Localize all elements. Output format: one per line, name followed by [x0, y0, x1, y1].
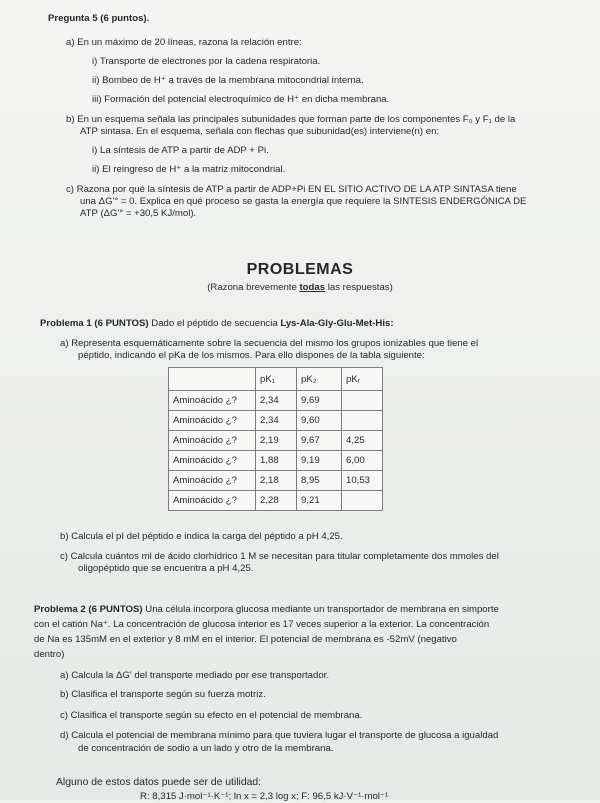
table-cell: 6,00: [342, 451, 383, 471]
problema1-c-line2: oligopéptido que se encuentra a pH 4,25.: [78, 563, 254, 574]
pregunta5-b-line2: ATP sintasa. En el esquema, señala con flechas que subunidad(es) interviene(n) en:: [80, 126, 440, 137]
problemas-subtitle: [0, 282, 600, 293]
table-cell: 9,60: [297, 411, 342, 431]
problema2-d-line1: d) Calcula el potencial de membrana mínimo para que tuviera lugar el transporte de glucosa a igualdad: [60, 730, 499, 741]
pk-table-header: pK₁: [256, 368, 297, 391]
table-cell: 2,28: [256, 491, 297, 511]
table-cell: Aminoácido ¿?: [169, 431, 256, 451]
table-cell: 10,53: [342, 471, 383, 491]
pregunta5-title: Pregunta 5 (6 puntos).: [48, 13, 150, 24]
problema2-title: Problema 2 (6 PUNTOS): [34, 604, 143, 615]
problema2-header: [34, 604, 499, 616]
table-cell: 9,69: [297, 391, 342, 411]
table-cell: 9,21: [297, 491, 342, 511]
table-row: [169, 451, 383, 471]
problemas-subtitle-pre: (Razona brevemente: [207, 282, 300, 293]
pregunta5-b-item-2: ii) El reingreso de H⁺ a la matriz mitocondrial.: [92, 164, 286, 175]
problema2-line1: Una célula incorpora glucosa mediante un transportador de membrana en simporte: [142, 604, 499, 615]
problema2-d-line2: de concentración de sodio a un lado y otro de la membrana.: [78, 743, 334, 754]
table-cell: [342, 391, 383, 411]
table-cell: Aminoácido ¿?: [169, 411, 256, 431]
pk-table-header: [169, 368, 256, 391]
table-row: [169, 391, 383, 411]
table-cell: 2,18: [256, 471, 297, 491]
table-cell: Aminoácido ¿?: [169, 491, 256, 511]
table-cell: 1,88: [256, 451, 297, 471]
table-cell: 4,25: [342, 431, 383, 451]
pregunta5-c-line2: una ΔG'° = 0. Explica en qué proceso se gasta la energía que requiere la SINTESIS ENDERGÓNICA DE: [80, 196, 527, 207]
problemas-subtitle-emph: todas: [299, 282, 326, 293]
problema1-a-line1: a) Representa esquemáticamente sobre la secuencia del mismo los grupos ionizables que tiene el: [60, 338, 479, 349]
table-cell: [342, 411, 383, 431]
problema2-line3: de Na es 135mM en el exterior y 8 mM en el interior. El potencial de membrana es -52mV (negativo: [34, 634, 457, 645]
pregunta5-a-intro: a) En un máximo de 20 líneas, razona la relación entre:: [66, 37, 302, 48]
problemas-title: PROBLEMAS: [246, 261, 354, 278]
problema1-a-line2: péptido, indicando el pKa de los mismos. Para ello dispones de la tabla siguiente:: [78, 350, 425, 361]
table-row: [169, 411, 383, 431]
table-cell: Aminoácido ¿?: [169, 471, 256, 491]
pk-table-header: pKᵣ: [342, 368, 383, 391]
problema1-text: Dado el péptido de secuencia: [148, 318, 281, 329]
table-cell: 2,34: [256, 411, 297, 431]
table-cell: 2,19: [256, 431, 297, 451]
table-cell: 2,34: [256, 391, 297, 411]
pregunta5-b-line1: b) En un esquema señala las principales subunidades que forman parte de los componentes F₀ y F₁ de la: [66, 114, 516, 125]
problema2-b: b) Clasifica el transporte según su fuerza motriz.: [60, 689, 266, 700]
table-cell: 8,95: [297, 471, 342, 491]
pk-table-header: pK₂: [297, 368, 342, 391]
problema2-datos: Alguno de estos datos puede ser de utilidad:: [56, 777, 262, 788]
table-row: [169, 471, 383, 491]
pregunta5-a-item-3: iii) Formación del potencial electroquímico de H⁺ en dicha membrana.: [92, 94, 390, 105]
problema1-sequence: Lys-Ala-Gly-Glu-Met-His:: [280, 318, 394, 329]
problema2-line4: dentro): [34, 649, 65, 660]
problema2-c: c) Clasifica el transporte según su efecto en el potencial de membrana.: [60, 710, 363, 721]
problema1-header: [40, 318, 394, 330]
table-row: [169, 491, 383, 511]
problemas-subtitle-post: las respuestas): [325, 282, 393, 293]
problema1-b: b) Calcula el pI del péptido e indica la carga del péptido a pH 4,25.: [60, 531, 343, 542]
problema2-datos-cut: R: 8,315 J·mol⁻¹·K⁻¹; ln x = 2,3 log x; F: 96,5 kJ·V⁻¹·mol⁻¹: [140, 791, 389, 802]
problema1-title: Problema 1 (6 PUNTOS): [40, 318, 149, 329]
pregunta5-c-line1: c) Razona por qué la síntesis de ATP a partir de ADP+Pi EN EL SITIO ACTIVO DE LA ATP SINTASA tiene: [66, 184, 517, 195]
table-row: [169, 431, 383, 451]
pregunta5-b-item-1: i) La síntesis de ATP a partir de ADP + Pi.: [92, 145, 269, 156]
pk-table-header-row: [169, 368, 383, 391]
pregunta5-a-item-2: ii) Bombeo de H⁺ a través de la membrana mitocondrial interna.: [92, 75, 364, 86]
problema1-c-line1: c) Calcula cuántos ml de ácido clorhídrico 1 M se necesitan para titular completamente dos mmoles del: [60, 551, 499, 562]
table-cell: Aminoácido ¿?: [169, 391, 256, 411]
problema2-a: a) Calcula la ΔG' del transporte mediado por ese transportador.: [60, 670, 330, 681]
pregunta5-a-item-1: i) Transporte de electrones por la cadena respiratoria.: [92, 56, 321, 67]
table-cell: Aminoácido ¿?: [169, 451, 256, 471]
pk-table: [168, 367, 383, 511]
table-cell: 9,19: [297, 451, 342, 471]
table-cell: 9,67: [297, 431, 342, 451]
problema2-line2: con el catión Na⁺. La concentración de glucosa interior es 17 veces superior a la exterior. La concentración: [34, 619, 490, 630]
table-cell: [342, 491, 383, 511]
pregunta5-c-line3: ATP (ΔG'° = +30,5 KJ/mol).: [80, 208, 197, 219]
